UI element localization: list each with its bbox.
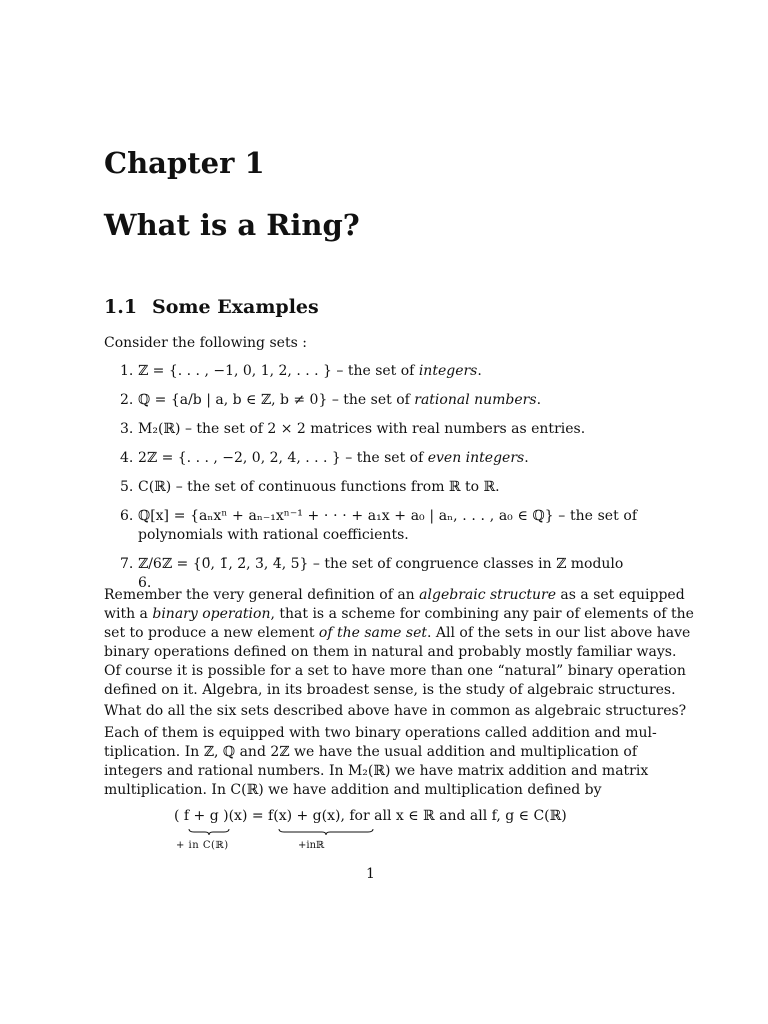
list-emphasis: rational numbers: [414, 392, 537, 408]
paragraph-algebraic-structure: [104, 586, 694, 700]
underbrace-right-label: +inℝ: [298, 840, 325, 851]
list-item: [104, 420, 637, 439]
section-number: 1.1: [104, 296, 138, 318]
section-heading: [104, 296, 319, 318]
display-equation: [174, 808, 634, 852]
list-emphasis: even integers: [427, 450, 525, 466]
list-text-end: .: [536, 392, 542, 408]
intro-text: Consider the following sets :: [104, 335, 307, 351]
list-item: [104, 478, 637, 497]
list-text: 2ℤ = {. . . , −2, 0, 2, 4, . . . } – the set of: [138, 450, 428, 466]
emphasis: binary operation: [152, 606, 271, 622]
list-text: C(ℝ) – the set of continuous functions from ℝ to ℝ.: [138, 479, 500, 495]
page-number: 1: [366, 866, 375, 882]
list-item: [104, 507, 637, 545]
emphasis: of the same set: [318, 625, 427, 641]
chapter-title: What is a Ring?: [104, 208, 360, 242]
section-title: Some Examples: [152, 296, 319, 318]
chapter-label: Chapter 1: [104, 146, 265, 180]
underbrace-left-icon: [188, 828, 230, 836]
paragraph-question: What do all the six sets described above have in common as algebraic structures?: [104, 703, 687, 719]
paragraph-line: multiplication. In C(ℝ) we have addition and multiplication defined by: [104, 782, 602, 798]
list-item: [104, 391, 637, 410]
equation-main: ( f + g )(x) = f(x) + g(x), for all x ∈ ℝ and all f, g ∈ C(ℝ): [174, 808, 567, 824]
list-text: ℤ = {. . . , −1, 0, 1, 2, . . . } – the set of: [138, 363, 419, 379]
list-text-continued: polynomials with rational coefficients.: [138, 527, 409, 543]
list-number: 3.: [120, 421, 134, 437]
list-text: ℤ/6ℤ = {0̄, 1̄, 2̄, 3̄, 4̄, 5̄} – the set of congruence classes in ℤ modulo 6.: [138, 556, 624, 591]
paragraph-line: defined on it. Algebra, in its broadest sense, is the study of algebraic structures.: [104, 682, 676, 698]
list-number: 2.: [120, 392, 134, 408]
underbrace-right-icon: [278, 828, 374, 836]
paragraph-line: Each of them is equipped with two binary operations called addition and mul-: [104, 725, 657, 741]
list-text: ℚ[x] = {aₙxⁿ + aₙ₋₁xⁿ⁻¹ + · · · + a₁x + a₀ | aₙ, . . . , a₀ ∈ ℚ} – the set of: [138, 508, 637, 524]
underbrace-left-label: + in C(ℝ): [176, 840, 229, 851]
paragraph-line: integers and rational numbers. In M₂(ℝ) we have matrix addition and matrix: [104, 763, 649, 779]
paragraph-operations: [104, 724, 657, 800]
set-list: [104, 362, 685, 603]
list-emphasis: integers: [418, 363, 478, 379]
list-number: 1.: [120, 363, 134, 379]
paragraph-line: with a binary operation, that is a scheme for combining any pair of elements of the: [104, 606, 694, 622]
list-item: [104, 449, 637, 468]
list-number: 7.: [120, 556, 134, 572]
list-text-end: .: [524, 450, 529, 466]
list-number: 4.: [120, 450, 134, 466]
paragraph-line: Of course it is possible for a set to have more than one “natural” binary operation: [104, 663, 686, 679]
paragraph-line: set to produce a new element of the same set. All of the sets in our list above have: [104, 625, 691, 641]
paragraph-line: binary operations defined on them in natural and probably mostly familiar ways.: [104, 644, 677, 660]
list-text: ℚ = {a/b | a, b ∈ ℤ, b ≠ 0} – the set of: [138, 392, 415, 408]
emphasis: algebraic structure: [419, 587, 556, 603]
list-number: 5.: [120, 479, 134, 495]
list-number: 6.: [120, 508, 134, 524]
list-item: [104, 362, 637, 381]
paragraph-line: Remember the very general definition of an algebraic structure as a set equipped: [104, 587, 685, 603]
paragraph-line: tiplication. In ℤ, ℚ and 2ℤ we have the usual addition and multiplication of: [104, 744, 637, 760]
list-text-end: .: [477, 363, 482, 379]
list-text: M₂(ℝ) – the set of 2 × 2 matrices with real numbers as entries.: [138, 421, 586, 437]
